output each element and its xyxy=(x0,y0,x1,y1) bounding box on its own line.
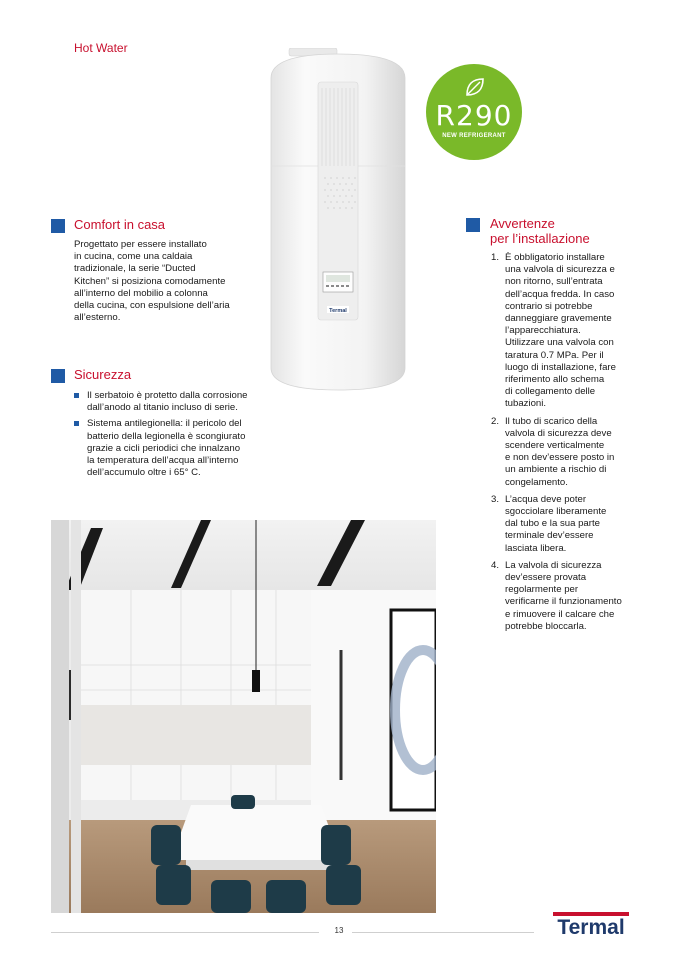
comfort-section-body xyxy=(74,239,230,324)
warning-line: sgocciolare liberamente xyxy=(505,506,607,518)
leaf-icon xyxy=(464,76,486,98)
warnings-section-title xyxy=(490,216,590,246)
warning-line: congelamento. xyxy=(505,476,568,488)
warning-line: Il tubo di scarico della xyxy=(505,415,598,427)
warning-line: terminale dev’essere xyxy=(505,530,594,542)
logo-text: Termal xyxy=(557,916,625,938)
warning-line: e non dev’essere posto in xyxy=(505,452,615,464)
warning-number: 1. xyxy=(491,252,500,263)
warning-line: luogo di installazione, fare xyxy=(505,361,616,373)
warning-line: La valvola di sicurezza xyxy=(505,559,602,571)
comfort-line: all’esterno. xyxy=(74,312,121,324)
badge-main-text: R290 xyxy=(435,99,513,132)
warning-line: Utilizzare una valvola con xyxy=(505,337,614,349)
safety-bullet-item xyxy=(87,390,267,414)
warning-item xyxy=(491,559,655,633)
comfort-line: tradizionale, la serie “Ducted xyxy=(74,263,196,275)
warning-line: È obbligatorio installare xyxy=(505,252,605,263)
warnings-title-line: per l’installazione xyxy=(490,231,590,246)
warning-line: un ambiente a rischio di xyxy=(505,464,607,476)
warning-item xyxy=(491,415,655,489)
warning-line: di collegamento delle xyxy=(505,386,596,398)
warning-line: non ritorno, sull’entrata xyxy=(505,276,603,288)
bullet-line: Sistema antilegionella: il pericolo del xyxy=(87,418,242,430)
warning-line: danneggiare gravemente xyxy=(505,313,612,325)
warning-line: tubazioni. xyxy=(505,398,547,410)
comfort-section-title: Comfort in casa xyxy=(74,217,166,232)
bullet-line: batterio della legionella è scongiurato xyxy=(87,430,246,442)
bullet-square-icon xyxy=(74,421,79,426)
comfort-line: all’interno del mobilio a colonna xyxy=(74,287,208,299)
section-header-title: Hot Water xyxy=(74,41,128,55)
warning-number: 4. xyxy=(491,559,500,571)
warning-line: lasciata libera. xyxy=(505,542,567,554)
bullet-square-icon xyxy=(74,393,79,398)
warning-line: L’acqua deve poter xyxy=(505,493,587,505)
termal-logo xyxy=(553,908,629,938)
warning-line: dal tubo e la sua parte xyxy=(505,518,600,530)
r290-refrigerant-badge xyxy=(426,64,522,160)
warning-line: verificarne il funzionamento xyxy=(505,596,622,608)
bullet-line: dall’anodo al titanio incluso di serie. xyxy=(87,402,238,414)
warning-line: valvola di sicurezza deve xyxy=(505,427,612,439)
warning-number: 2. xyxy=(491,415,500,427)
safety-section-marker xyxy=(51,369,65,383)
warnings-section-marker xyxy=(466,218,480,232)
warning-line: l’apparecchiatura. xyxy=(505,325,581,337)
warning-line: e rimuovere il calcare che xyxy=(505,608,615,620)
bullet-line: dell’accumulo oltre i 65° C. xyxy=(87,467,201,479)
warning-line: una valvola di sicurezza e xyxy=(505,264,615,276)
warning-line: dev’essere provata xyxy=(505,572,587,584)
warning-line: regolarmente per xyxy=(505,584,579,596)
kitchen-dining-room-photo xyxy=(51,520,436,913)
warning-line: contrario si potrebbe xyxy=(505,300,593,312)
comfort-line: Progettato per essere installato xyxy=(74,239,207,250)
footer-divider-right xyxy=(352,932,534,933)
safety-section-title: Sicurezza xyxy=(74,367,132,382)
warning-line: scendere verticalmente xyxy=(505,440,605,452)
warning-item xyxy=(491,493,655,555)
warning-item xyxy=(491,252,655,411)
page-number: 13 xyxy=(334,926,344,935)
warning-line: taratura 0.7 MPa. Per il xyxy=(505,349,604,361)
heat-pump-water-heater-image xyxy=(265,48,411,396)
bullet-line: la temperatura dell’acqua all’interno xyxy=(87,455,239,467)
safety-bullet-item xyxy=(87,418,267,479)
warning-number: 3. xyxy=(491,493,500,505)
warnings-title-line: Avvertenze xyxy=(490,216,555,231)
warning-line: potrebbe bloccarla. xyxy=(505,620,587,632)
safety-bullet-list xyxy=(87,390,267,483)
comfort-line: Kitchen” si posiziona comodamente xyxy=(74,275,226,287)
footer-divider-left xyxy=(51,932,319,933)
warning-line: riferimento allo schema xyxy=(505,374,605,386)
bullet-line: grazie a cicli periodici che innalzano xyxy=(87,442,241,454)
warnings-numbered-list xyxy=(491,252,655,638)
badge-sub-text: NEW REFRIGERANT xyxy=(442,133,506,139)
bullet-line: Il serbatoio è protetto dalla corrosione xyxy=(87,390,248,401)
comfort-section-marker xyxy=(51,219,65,233)
product-brand-label: Termal xyxy=(329,308,347,314)
comfort-line: in cucina, come una caldaia xyxy=(74,251,193,263)
comfort-line: della cucina, con espulsione dell’aria xyxy=(74,300,230,312)
warning-line: dell’acqua fredda. In caso xyxy=(505,288,615,300)
